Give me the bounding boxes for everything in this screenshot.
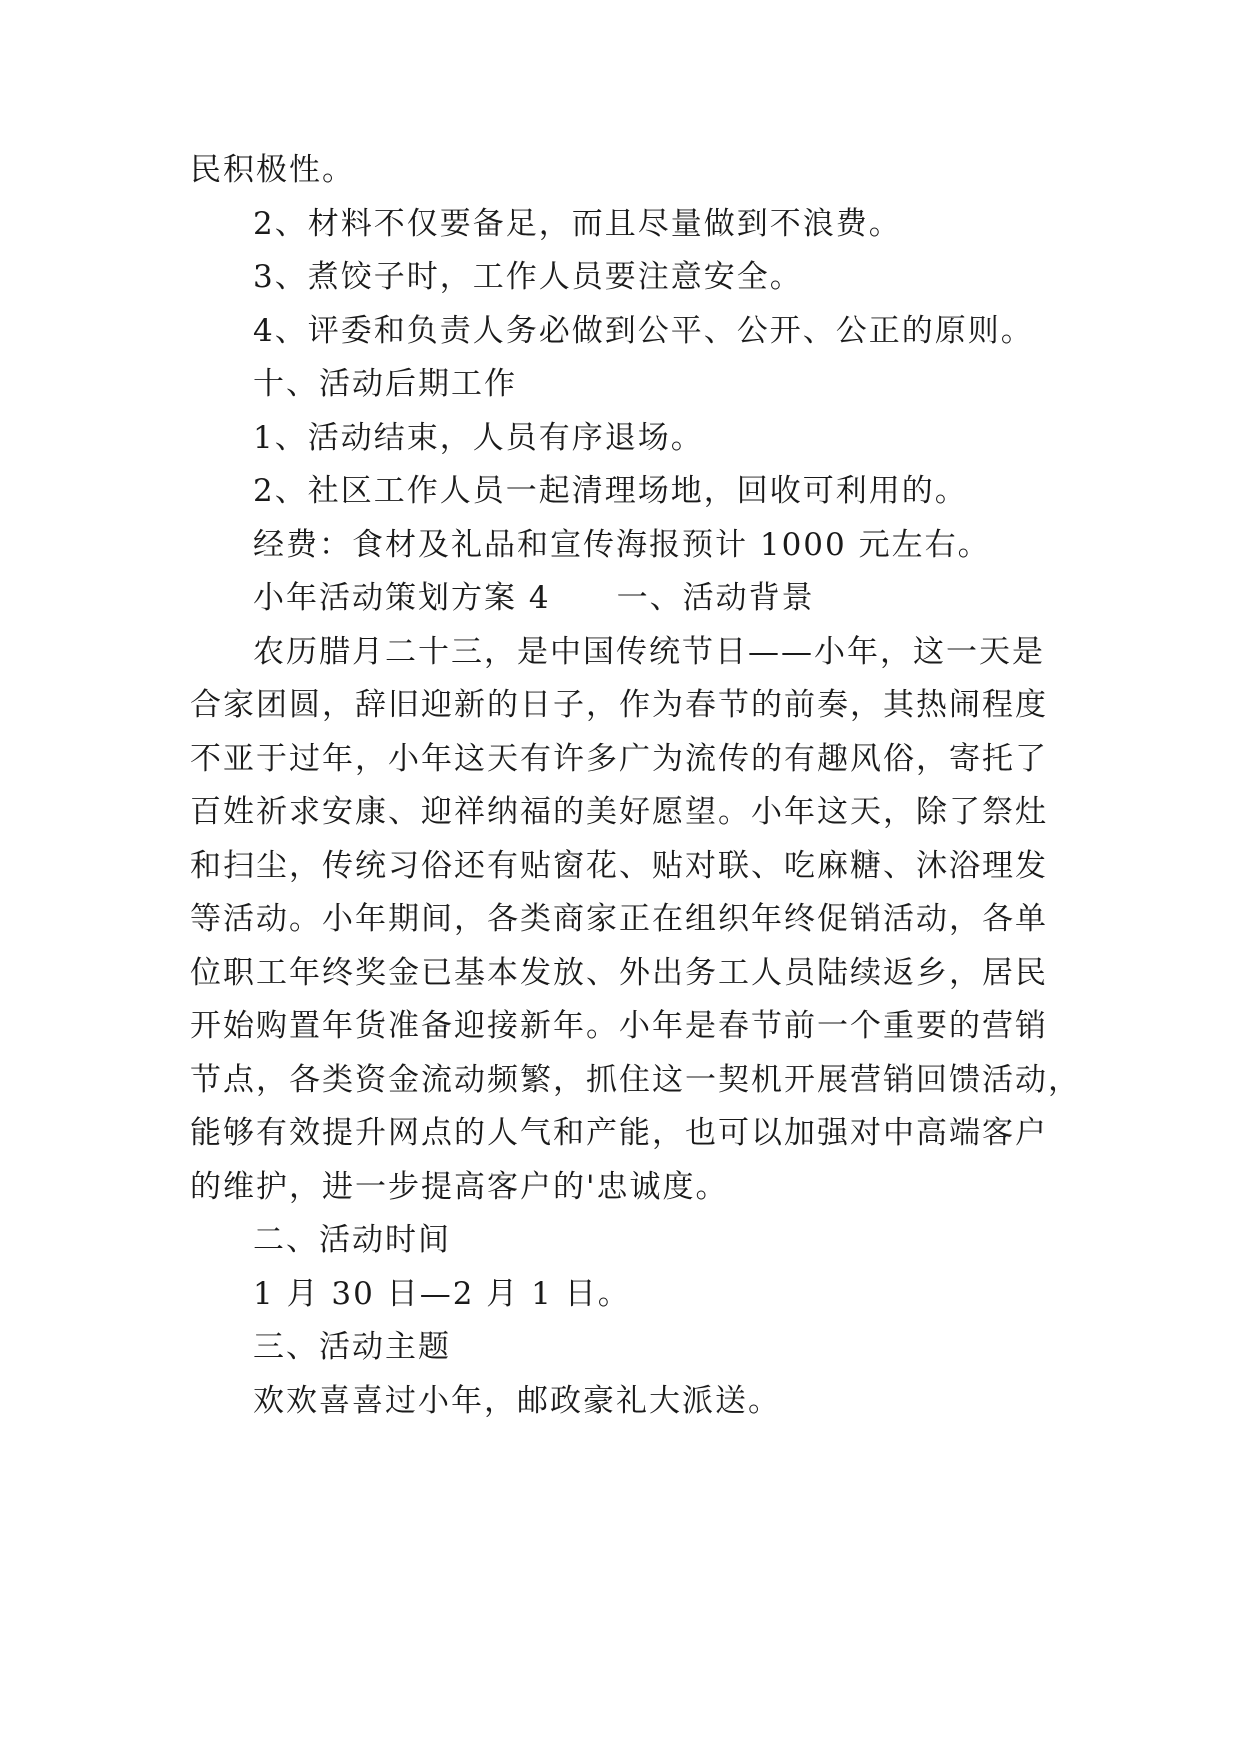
paragraph-line: 等活动。小年期间，各类商家正在组织年终促销活动，各单 — [190, 901, 1048, 937]
paragraph-line: 和扫尘，传统习俗还有贴窗花、贴对联、吃麻糖、沐浴理发 — [190, 848, 1048, 884]
paragraph-line: 能够有效提升网点的人气和产能，也可以加强对中高端客户 — [190, 1115, 1048, 1151]
paragraph-line: 不亚于过年，小年这天有许多广为流传的有趣风俗，寄托了 — [190, 741, 1048, 777]
list-item: 1、活动结束，人员有序退场。 — [253, 420, 704, 456]
list-item: 2、材料不仅要备足，而且尽量做到不浪费。 — [253, 206, 902, 242]
paragraph-line: 农历腊月二十三，是中国传统节日——小年，这一天是 — [253, 634, 1045, 670]
section-heading: 二、活动时间 — [253, 1222, 451, 1258]
paragraph-line: 的维护，进一步提高客户的'忠诚度。 — [190, 1169, 729, 1205]
list-item: 3、煮饺子时，工作人员要注意安全。 — [253, 259, 803, 295]
paragraph-line: 合家团圆，辞旧迎新的日子，作为春节的前奏，其热闹程度 — [190, 687, 1048, 723]
theme-line: 欢欢喜喜过小年，邮政豪礼大派送。 — [253, 1383, 781, 1419]
text-line: 民积极性。 — [190, 152, 355, 188]
plan-title: 小年活动策划方案 4 一、活动背景 — [253, 580, 815, 616]
list-item: 2、社区工作人员一起清理场地，回收可利用的。 — [253, 473, 968, 509]
list-item: 4、评委和负责人务必做到公平、公开、公正的原则。 — [253, 313, 1034, 349]
section-heading: 十、活动后期工作 — [253, 366, 517, 402]
paragraph-line: 开始购置年货准备迎接新年。小年是春节前一个重要的营销 — [190, 1008, 1048, 1044]
paragraph-line: 位职工年终奖金已基本发放、外出务工人员陆续返乡，居民 — [190, 955, 1048, 991]
paragraph-line: 节点，各类资金流动频繁，抓住这一契机开展营销回馈活动， — [190, 1062, 1081, 1098]
paragraph-line: 百姓祈求安康、迎祥纳福的美好愿望。小年这天，除了祭灶 — [190, 794, 1048, 830]
section-heading: 三、活动主题 — [253, 1329, 451, 1365]
budget-line: 经费：食材及礼品和宣传海报预计 1000 元左右。 — [253, 527, 991, 563]
date-line: 1 月 30 日—2 月 1 日。 — [253, 1276, 631, 1312]
